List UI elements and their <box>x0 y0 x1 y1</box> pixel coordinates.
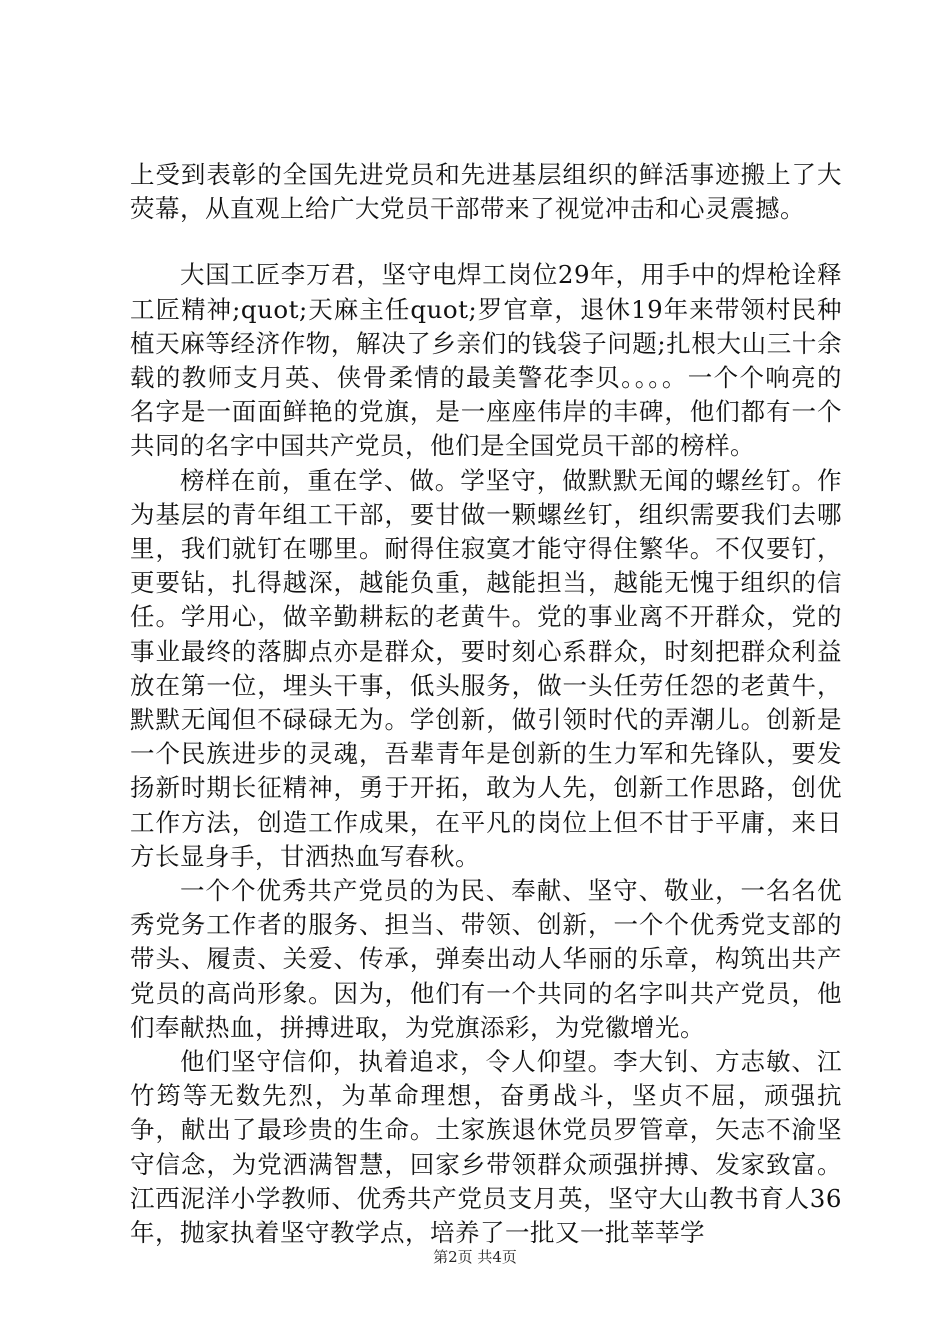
paragraph-continuation: 上受到表彰的全国先进党员和先进基层组织的鲜活事迹搬上了大荧幕，从直观上给广大党员干部带来了视觉冲击和心灵震撼。 <box>130 160 842 224</box>
paragraph-spacer <box>130 226 842 258</box>
paragraph-role-model: 榜样在前，重在学、做。学坚守，做默默无闻的螺丝钉。作为基层的青年组工干部，要甘做一颗螺丝钉，组织需要我们去哪里，我们就钉在哪里。耐得住寂寞才能守得住繁华。不仅要钉，更要钻，扎得越深，越能负重，越能担当，越能无愧于组织的信任。学用心，做辛勤耕耘的老黄牛。党的事业离不开群众，党的事业最终的落脚点亦是群众，要时刻心系群众，时刻把群众利益放在第一位，埋头干事，低头服务，做一头任劳任怨的老黄牛，默默无闻但不碌碌无为。学创新，做引领时代的弄潮儿。创新是一个民族进步的灵魂，吾辈青年是创新的生力军和先锋队，要发扬新时期长征精神，勇于开拓，敢为人先，创新工作思路，创优工作方法，创造工作成果，在平凡的岗位上但不甘于平庸，来日方长显身手，甘洒热血写春秋。 <box>130 465 842 871</box>
paragraph-outstanding-members: 一个个优秀共产党员的为民、奉献、坚守、敬业，一名名优秀党务工作者的服务、担当、带领、创新，一个个优秀党支部的带头、履责、关爱、传承，弹奏出动人华丽的乐章，构筑出共产党员的高尚形象。因为，他们有一个共同的名字叫共产党员，他们奉献热血，拼搏进取，为党旗添彩，为党徽增光。 <box>130 876 842 1042</box>
page-footer: 第2页 共4页 <box>433 1248 517 1266</box>
document-body <box>130 158 842 1250</box>
paragraph-faith: 他们坚守信仰，执着追求，令人仰望。李大钊、方志敏、江竹筠等无数先烈，为革命理想，奋勇战斗，坚贞不屈，顽强抗争，献出了最珍贵的生命。土家族退休党员罗管章，矢志不渝坚守信念，为党洒满智慧，回家乡带领群众顽强拼搏、发家致富。江西泥洋小学教师、优秀共产党员支月英，坚守大山教书育人36年，抛家执着坚守教学点，培养了一批又一批莘莘学 <box>130 1047 842 1248</box>
paragraph-craftsman: 大国工匠李万君，坚守电焊工岗位29年，用手中的焊枪诠释工匠精神;quot;天麻主任quot;罗官章，退休19年来带领村民种植天麻等经济作物，解决了乡亲们的钱袋子问题;扎根大山三十余载的教师支月英、侠骨柔情的最美警花李贝。。。。一个个响亮的名字是一面面鲜艳的党旗，是一座座伟岸的丰碑，他们都有一个共同的名字中国共产党员，他们是全国党员干部的榜样。 <box>130 260 842 461</box>
